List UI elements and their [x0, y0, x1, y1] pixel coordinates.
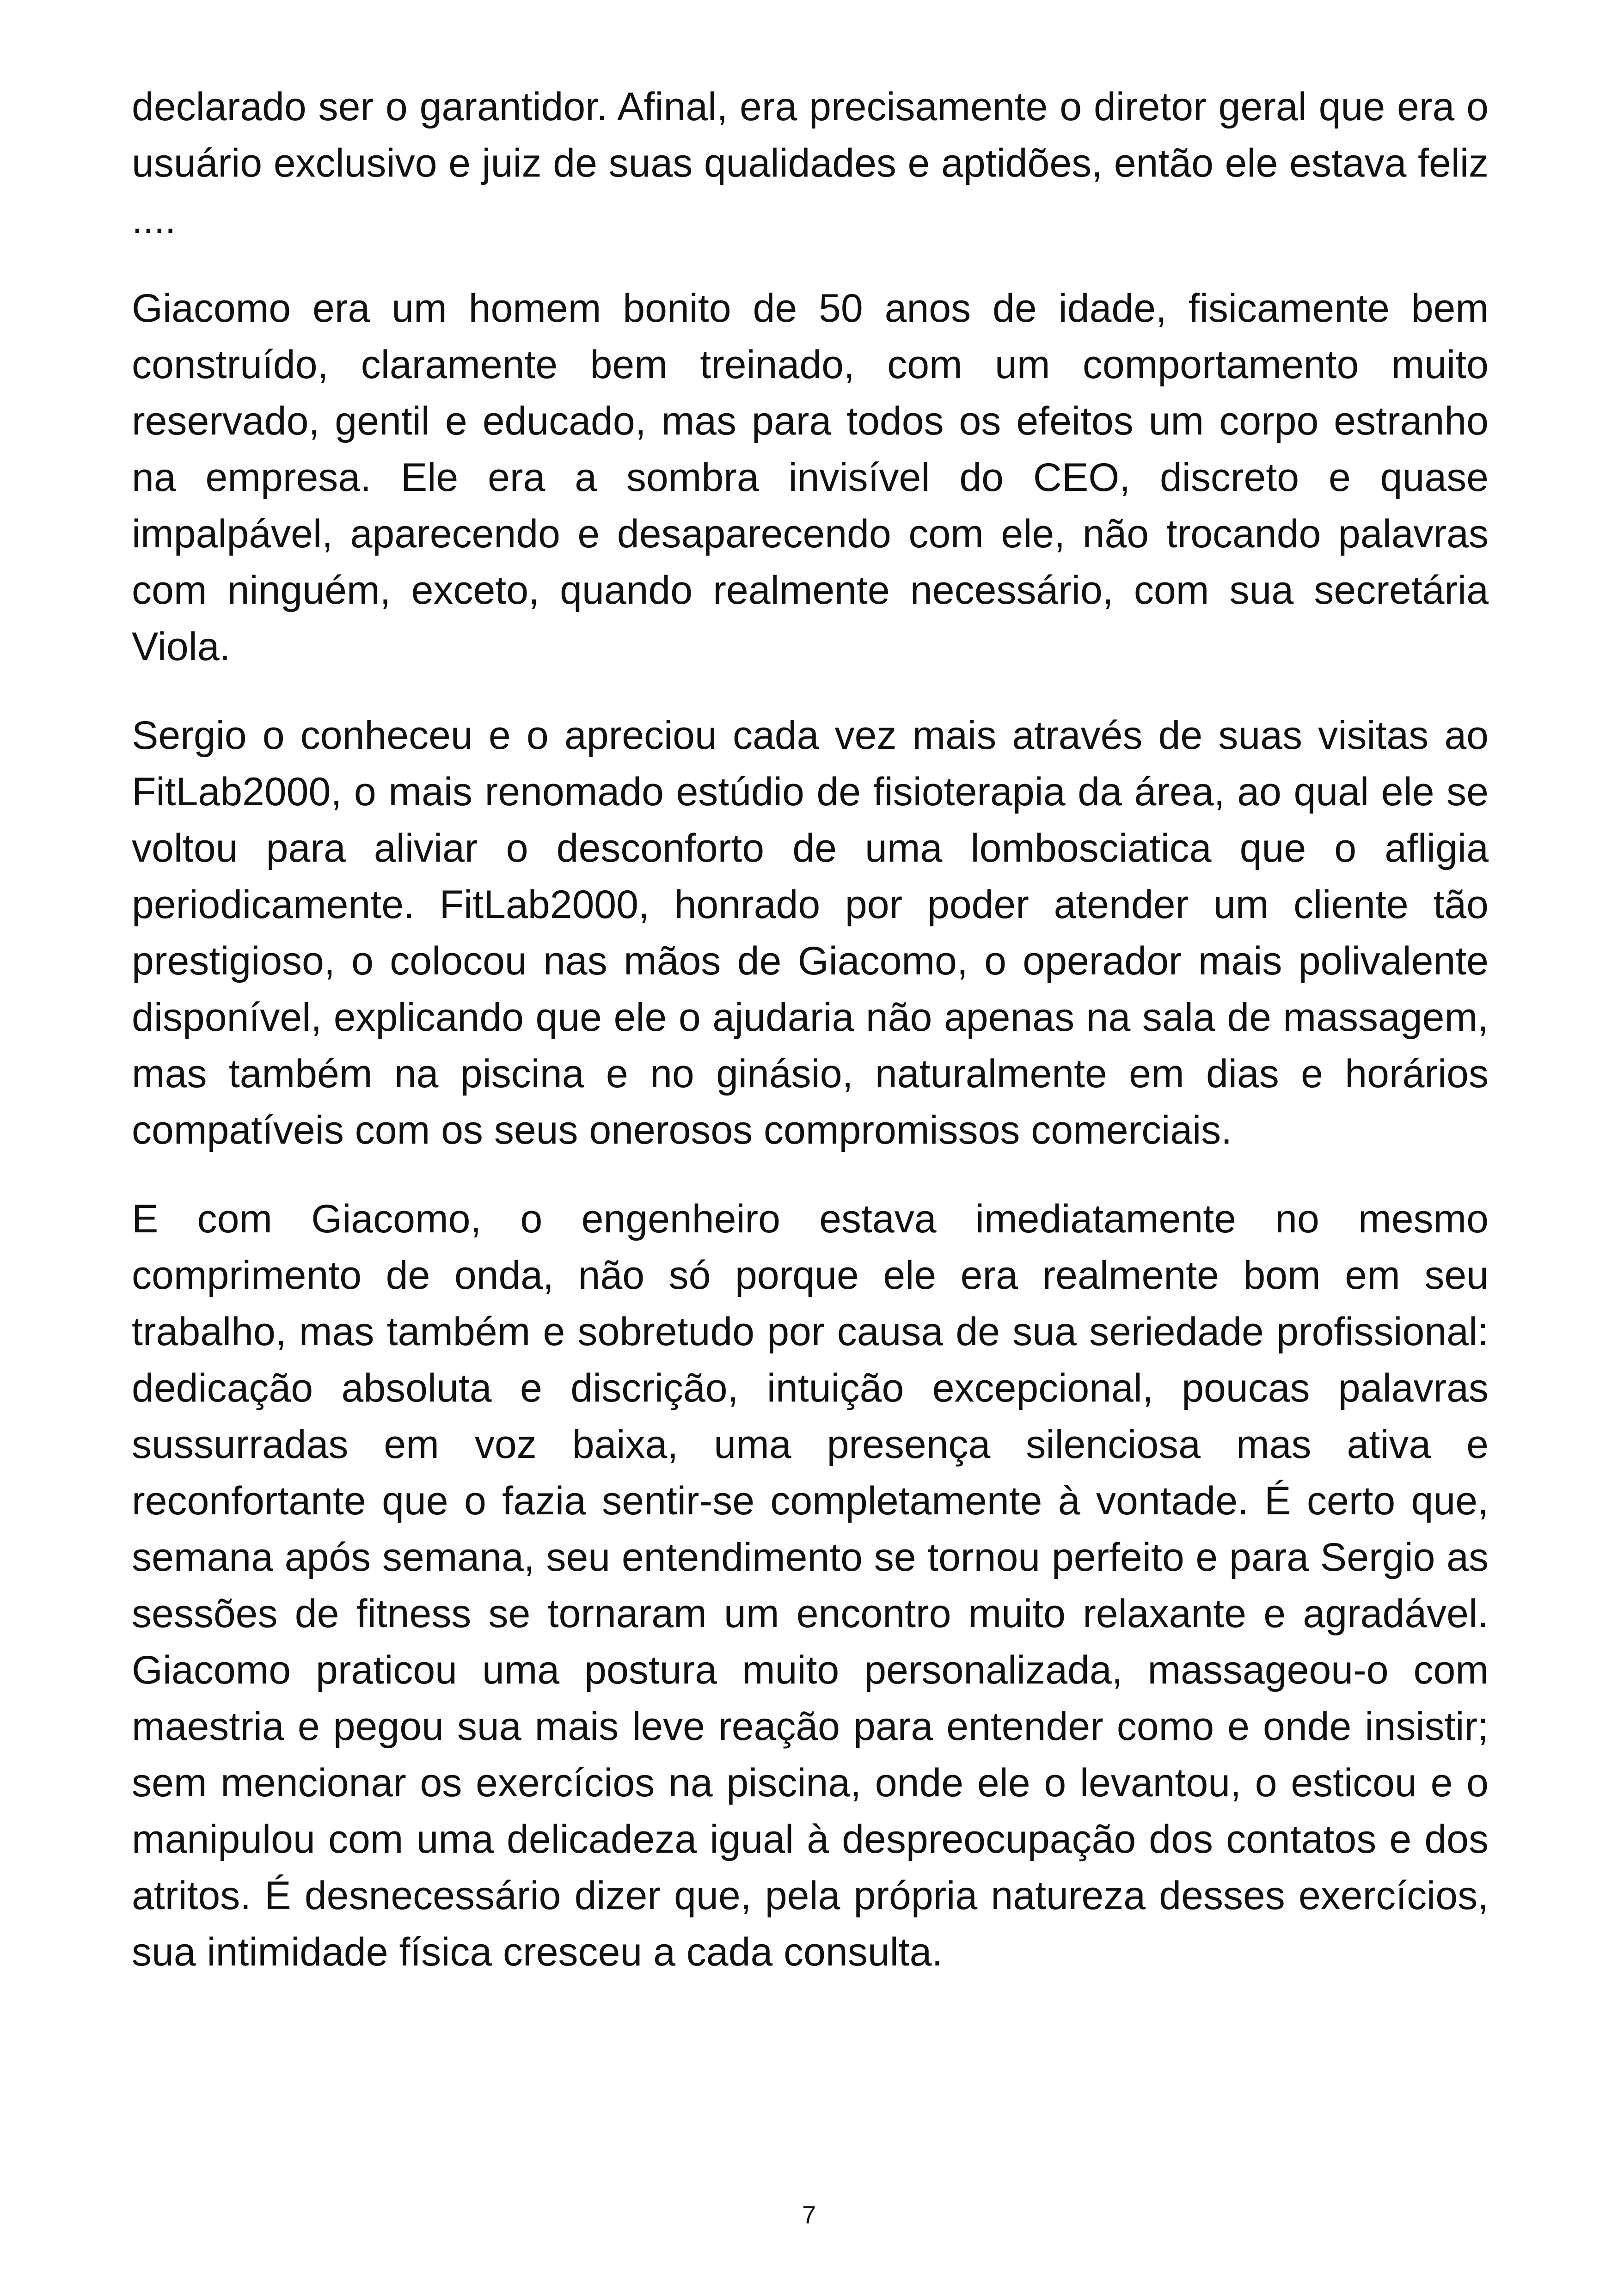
paragraph-3: Sergio o conheceu e o apreciou cada vez mais através de suas visitas ao FitLab2000, o mais renomado estúdio de fisioterapia da área, ao qual ele se voltou para aliviar o desconforto de uma lombosciatica que o afligia periodicamente. FitLab2000, honrado por poder atender um cliente tão prestigioso, o colocou nas mãos de Giacomo, o operador mais polivalente disponível, explicando que ele o ajudaria não apenas na sala de massagem, mas também na piscina e no ginásio, naturalmente em dias e horários compatíveis com os seus onerosos compromissos comerciais. — [132, 713, 1489, 1152]
paragraph-1: declarado ser o garantidor. Afinal, era precisamente o diretor geral que era o usuário exclusivo e juiz de suas qualidades e aptidões, então ele estava feliz .... — [132, 85, 1489, 242]
paragraph-4: E com Giacomo, o engenheiro estava imediatamente no mesmo comprimento de onda, não só porque ele era realmente bom em seu trabalho, mas também e sobretudo por causa de sua seriedade profissional: dedicação absoluta e discrição, intuição excepcional, poucas palavras sussurradas em voz baixa, uma presença silenciosa mas ativa e reconfortante que o fazia sentir-se completamente à vontade. É certo que, semana após semana, seu entendimento se tornou perfeito e para Sergio as sessões de fitness se tornaram um encontro muito relaxante e agradável. Giacomo praticou uma postura muito personalizada, massageou-o com maestria e pegou sua mais leve reação para entender como e onde insistir; sem mencionar os exercícios na piscina, onde ele o levantou, o esticou e o manipulou com uma delicadeza igual à despreocupação dos contatos e dos atritos. É desnecessário dizer que, pela própria natureza desses exercícios, sua intimidade física cresceu a cada consulta. — [132, 1197, 1489, 1974]
page-body — [132, 79, 1489, 2013]
paragraph-2: Giacomo era um homem bonito de 50 anos de idade, fisicamente bem construído, claramente bem treinado, com um comportamento muito reservado, gentil e educado, mas para todos os efeitos um corpo estranho na empresa. Ele era a sombra invisível do CEO, discreto e quase impalpável, aparecendo e desaparecendo com ele, não trocando palavras com ninguém, exceto, quando realmente necessário, com sua secretária Viola. — [132, 286, 1489, 669]
page-number: 7 — [802, 2201, 816, 2229]
